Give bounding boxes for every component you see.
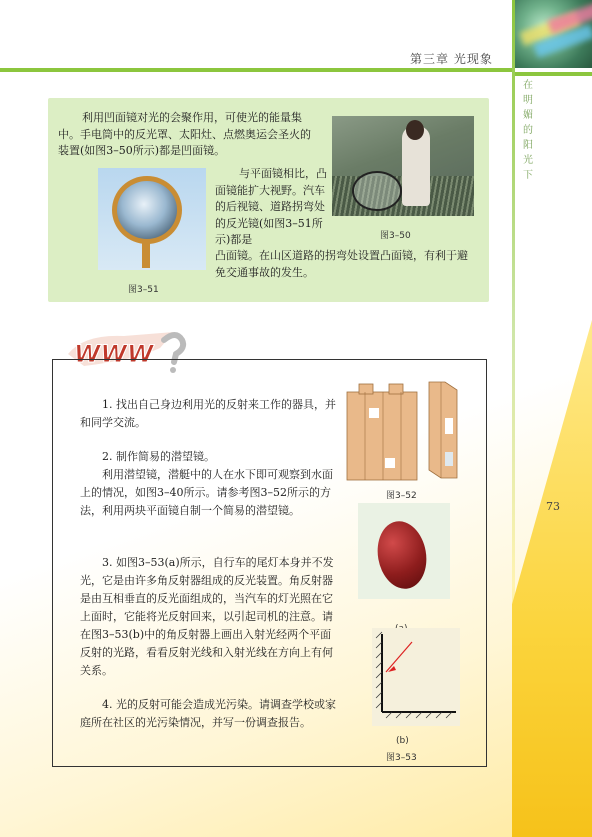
- header-rule: [0, 68, 512, 72]
- figure-3-51-caption: 图3–51: [128, 285, 159, 295]
- corner-photo: [512, 0, 592, 68]
- figure-3-50-photo: [332, 116, 474, 216]
- activity-1: 1. 找出自己身边利用光的反射来工作的器具，并和同学交流。: [80, 398, 336, 429]
- info-paragraph-convex-cont: 凸面镜。在山区道路的拐弯处设置凸面镜，有利于避免交通事故的发生。: [215, 249, 468, 279]
- figure-3-53b-corner-reflector: [372, 628, 460, 726]
- info-paragraph-convex: 与平面镜相比，凸面镜能扩大视野。汽车的后视镜、道路拐弯处的反光镜(如图3–51所示)都是: [215, 167, 327, 246]
- figure-3-51-photo: [98, 168, 206, 270]
- page-number: 73: [546, 500, 560, 513]
- header-rule-right: [512, 72, 592, 76]
- activity-2-body: 利用潜望镜，潜艇中的人在水下即可观察到水面上的情况，如图3–40所示。请参考图3–52所示的方法，利用两块平面镜自制一个简易的潜望镜。: [80, 468, 333, 517]
- info-paragraph-concave: 利用凹面镜对光的会聚作用，可使光的能量集中。手电筒中的反光罩、太阳灶、点燃奥运会圣火的装置(如图3–50所示)都是凹面镜。: [58, 111, 311, 157]
- figure-3-53a-reflector-photo: [358, 503, 450, 599]
- figure-3-52-periscope-diagram: [345, 378, 463, 482]
- activity-3: 3. 如图3–53(a)所示，自行车的尾灯本身并不发光，它是由许多角反射器组成的反光装置。角反射器是由互相垂直的反光面组成的，当汽车的灯光照在它上面时，它能将光反射回来，以引起司机的注意。请在图3–53(b)中的角反射器上画出入射光经两个平面反射的光路，看看反射光线和入射光线在方向上有何关系。: [80, 556, 334, 677]
- activity-2: [80, 448, 338, 520]
- figure-3-53-caption: 图3–53: [386, 753, 417, 763]
- figure-3-53b-label: (b): [396, 736, 409, 746]
- activity-4: 4. 光的反射可能会造成光污染。请调查学校或家庭所在社区的光污染情况，并写一份调查报告。: [80, 698, 336, 729]
- activity-2-title: 2. 制作简易的潜望镜。: [102, 450, 215, 463]
- figure-3-52-caption: 图3–52: [386, 491, 417, 501]
- margin-section-title: 在明媚的阳光下: [523, 80, 533, 181]
- www-text: WWW: [74, 340, 154, 368]
- figure-3-50-caption: 图3–50: [380, 231, 411, 241]
- chapter-title: 第三章 光现象: [410, 52, 493, 66]
